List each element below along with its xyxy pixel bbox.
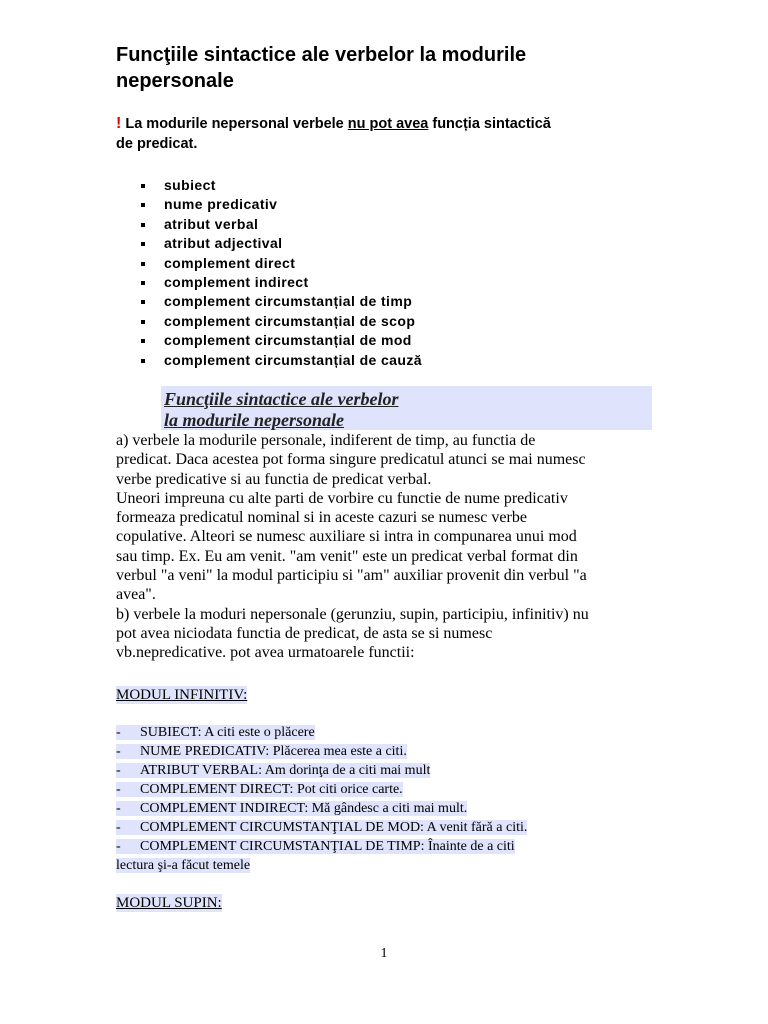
paragraph-line: verbe predicative si au functia de predicat verbal.	[116, 470, 432, 488]
paragraph-line: b) verbele la moduri nepersonale (gerunziu, supin, participiu, infinitiv) nu	[116, 605, 589, 623]
list-item: atribut verbal	[164, 215, 422, 234]
dash: -	[116, 782, 121, 797]
list-item: complement circumstanțial de mod	[164, 331, 422, 350]
list-item: complement direct	[164, 254, 422, 273]
list-item: complement circumstanțial de timp	[164, 292, 422, 311]
item-text: A venit fără a citi.	[423, 820, 528, 835]
section-supin-label: MODUL SUPIN	[116, 895, 218, 911]
dash: -	[116, 725, 121, 740]
dash: -	[116, 820, 121, 835]
list-item: atribut adjectival	[164, 234, 422, 253]
infinitiv-examples	[116, 723, 527, 875]
item-label: ATRIBUT VERBAL:	[140, 763, 262, 778]
section-supin-heading	[116, 894, 222, 912]
list-item: complement indirect	[164, 273, 422, 292]
item-label: COMPLEMENT CIRCUMSTANŢIAL DE TIMP:	[140, 839, 425, 854]
paragraph-line: avea".	[116, 586, 156, 604]
warning-text-2: funcția sintactică	[428, 116, 551, 132]
dash: -	[116, 763, 121, 778]
item-text: A citi este o plăcere	[201, 725, 315, 740]
item-text: Am dorinţa de a citi mai mult	[262, 763, 431, 778]
section-heading-line-1: Funcţiile sintactice ale verbelor	[164, 389, 399, 409]
exclamation-mark: !	[116, 115, 122, 132]
list-item-continuation	[116, 856, 527, 875]
page-number: 1	[380, 946, 388, 961]
title-line-1: Funcţiile sintactice ale verbelor la modurile	[116, 44, 527, 66]
paragraph-line: a) verbele la modurile personale, indiferent de timp, au functia de	[116, 432, 536, 449]
document-title	[116, 42, 676, 94]
list-item	[116, 742, 527, 761]
dash: -	[116, 801, 121, 816]
item-text: Mă gândesc a citi mai mult.	[308, 801, 468, 816]
section-supin-colon: :	[217, 895, 222, 911]
paragraph-line: sau timp. Ex. Eu am venit. "am venit" este un predicat verbal format din	[116, 547, 578, 565]
paragraph-line: formeaza predicatul nominal si in aceste cazuri se numesc verbe	[116, 509, 527, 527]
list-item	[116, 837, 527, 856]
paragraph-line: predicat. Daca acestea pot forma singure predicatul atunci se mai numesc	[116, 451, 586, 469]
section-infinitiv-heading	[116, 686, 247, 704]
item-label: COMPLEMENT DIRECT:	[140, 782, 294, 797]
section-infinitiv-colon: :	[243, 687, 248, 703]
list-item: complement circumstanțial de scop	[164, 312, 422, 331]
function-list	[164, 176, 422, 370]
list-item	[116, 761, 527, 780]
item-label: COMPLEMENT CIRCUMSTANŢIAL DE MOD:	[140, 820, 424, 835]
list-item	[116, 818, 527, 837]
list-item	[116, 780, 527, 799]
section-infinitiv-label: MODUL INFINITIV	[116, 687, 244, 703]
item-label: NUME PREDICATIV:	[140, 744, 270, 759]
explanation-paragraph	[116, 431, 676, 663]
item-text: Înainte de a citi	[424, 839, 515, 854]
section-heading-line-2: la modurile nepersonale	[164, 410, 345, 430]
paragraph-line: copulative. Alteori se numesc auxiliare si intra in compunarea unui mod	[116, 528, 577, 546]
dash: -	[116, 744, 121, 759]
item-text: Plăcerea mea este a citi.	[269, 744, 407, 759]
warning-line-2: de predicat.	[116, 136, 198, 152]
paragraph-line: vb.nepredicative. pot avea urmatoarele functii:	[116, 644, 415, 662]
warning-note	[116, 114, 676, 154]
continuation-text: lectura şi-a făcut temele	[116, 858, 251, 873]
title-line-2: nepersonale	[116, 70, 234, 92]
list-item: complement circumstanțial de cauză	[164, 351, 422, 370]
list-item	[116, 723, 527, 742]
warning-underlined: nu pot avea	[347, 116, 429, 132]
list-item: subiect	[164, 176, 422, 195]
paragraph-line: verbul "a veni" la modul participiu si "am" auxiliar provenit din verbul "a	[116, 567, 587, 585]
paragraph-line: Uneori impreuna cu alte parti de vorbire cu functie de nume predicativ	[116, 489, 568, 507]
warning-text-1: La modurile nepersonal verbele	[121, 116, 348, 132]
list-item: nume predicativ	[164, 195, 422, 214]
item-label: COMPLEMENT INDIRECT:	[140, 801, 309, 816]
item-text: Pot citi orice carte.	[293, 782, 403, 797]
list-item	[116, 799, 527, 818]
paragraph-line: pot avea niciodata functia de predicat, de asta se si numesc	[116, 624, 493, 642]
dash: -	[116, 839, 121, 854]
item-label: SUBIECT:	[140, 725, 202, 740]
